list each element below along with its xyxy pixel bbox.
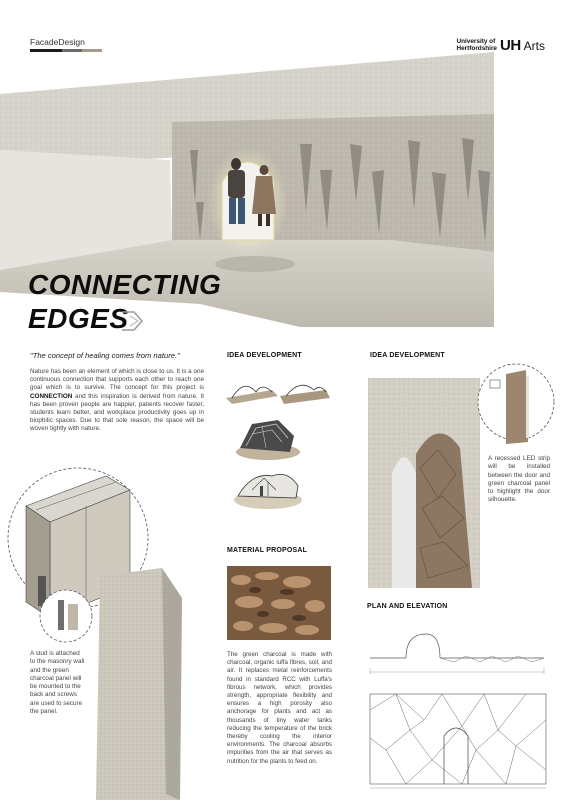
university-suffix: Arts <box>523 38 545 53</box>
material-caption: The green charcoal is made with charcoal, organic luffa fibres, soil, and air. It replaces metal reinforcements found in standard RCC with Luffa's fibrous network, which provides strength, appropriate flexibility and ensures a high porosity also anchorage for plants and act as thousands of tiny water tanks reducing the temperature of the brick thereby cooling the interior environments. The charcoal absorbs impurities from the air that serves as nutrition for the plants to feed on. <box>227 651 332 765</box>
intro-paragraph: Nature has been an element of which is close to us. It is a one continuous connection that supports each other to reach one goal which is to survive. The concept for this project is CONNECTION and this inspiration is derived from nature. It has been proven people are happier, patients recover faster, students learn better, and workplace productivity goes up in biophilic spaces. Due to that sole reason, the space will be woven tightly with nature. <box>30 368 204 433</box>
concept-quote: "The concept of healing comes from nature." <box>30 351 180 360</box>
door-panel-render <box>368 378 480 588</box>
material-photo <box>227 566 331 640</box>
charcoal-panel-render <box>92 568 188 800</box>
stud-caption: A stud is attached to the masonry wall and the green charcoal panel will be mounted to the back and screws are used to secure the panel. <box>30 650 85 716</box>
heading-idea-development-1: IDEA DEVELOPMENT <box>227 352 302 359</box>
university-line-2: Hertfordshire <box>456 44 497 52</box>
university-line-1: University of <box>456 37 496 45</box>
university-mark: UH <box>499 37 521 54</box>
idea-sketches <box>222 372 332 522</box>
plan-drawing <box>366 618 548 678</box>
brand-name: FacadeDesign <box>30 37 85 47</box>
elevation-drawing <box>366 690 550 790</box>
heading-material-proposal: MATERIAL PROPOSAL <box>227 547 308 554</box>
chevron-icon <box>120 310 152 332</box>
heading-idea-development-2: IDEA DEVELOPMENT <box>370 352 445 359</box>
led-caption: A recessed LED strip will be installed between the door and green charcoal panel to highlight the door silhouette. <box>488 455 550 504</box>
title-line-1: CONNECTING <box>28 269 222 300</box>
heading-plan-elevation: PLAN AND ELEVATION <box>367 603 448 610</box>
concept-emphasis: CONNECTION <box>30 392 73 400</box>
title-line-2: EDGES <box>28 303 129 334</box>
led-detail-circle <box>476 356 556 448</box>
